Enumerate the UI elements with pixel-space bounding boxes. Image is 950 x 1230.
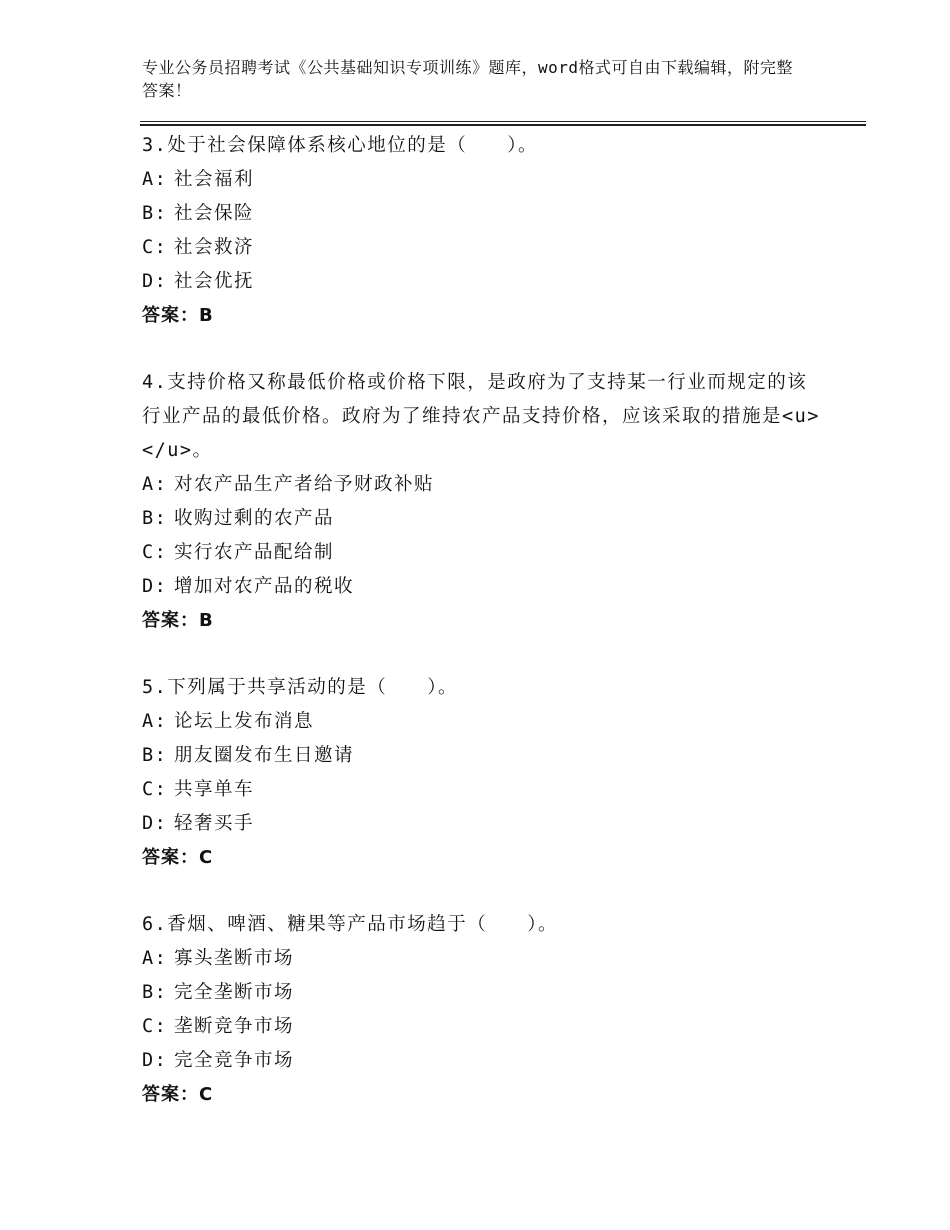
option-letter: D: [142, 576, 168, 597]
option-d [142, 265, 822, 299]
option-c [142, 231, 822, 265]
option-text: 共享单车 [174, 779, 255, 800]
option-b [142, 502, 822, 536]
answer: 答案：C [142, 847, 214, 868]
question-text: 6.香烟、啤酒、糖果等产品市场趋于（ ）。 [142, 914, 559, 935]
option-letter: B: [142, 508, 168, 529]
option-letter: C: [142, 237, 168, 258]
option-letter: B: [142, 745, 168, 766]
option-a [142, 163, 822, 197]
option-a [142, 705, 822, 739]
option-letter: A: [142, 948, 168, 969]
option-letter: B: [142, 203, 168, 224]
option-c [142, 1010, 822, 1044]
option-b [142, 739, 822, 773]
option-letter: A: [142, 169, 168, 190]
option-b [142, 976, 822, 1010]
option-text: 完全垄断市场 [174, 982, 295, 1003]
option-text: 社会优抚 [174, 271, 255, 292]
option-letter: C: [142, 779, 168, 800]
question-text: 4.支持价格又称最低价格或价格下限，是政府为了支持某一行业而规定的该行业产品的最低价格。政府为了维持农产品支持价格，应该采取的措施是<u> </u>。 [142, 372, 880, 461]
option-d [142, 807, 822, 841]
answer: 答案：B [142, 305, 214, 326]
option-text: 增加对农产品的税收 [174, 576, 355, 597]
option-text: 轻奢买手 [174, 813, 255, 834]
option-c [142, 536, 822, 570]
option-letter: A: [142, 474, 168, 495]
option-a [142, 468, 822, 502]
option-text: 收购过剩的农产品 [174, 508, 335, 529]
header-divider [140, 121, 866, 122]
option-text: 实行农产品配给制 [174, 542, 335, 563]
question-6 [142, 908, 822, 1112]
question-text: 3.处于社会保障体系核心地位的是（ ）。 [142, 135, 539, 156]
option-letter: D: [142, 813, 168, 834]
question-4 [142, 366, 880, 638]
question-3 [142, 129, 822, 333]
option-letter: C: [142, 1016, 168, 1037]
option-text: 朋友圈发布生日邀请 [174, 745, 355, 766]
option-b [142, 197, 822, 231]
option-text: 论坛上发布消息 [174, 711, 315, 732]
option-text: 社会救济 [174, 237, 255, 258]
option-text: 社会福利 [174, 169, 255, 190]
option-letter: A: [142, 711, 168, 732]
question-5 [142, 671, 822, 875]
question-list [142, 129, 880, 1145]
option-d [142, 570, 822, 604]
answer: 答案：C [142, 1084, 214, 1105]
option-letter: C: [142, 542, 168, 563]
option-text: 完全竞争市场 [174, 1050, 295, 1071]
option-d [142, 1044, 822, 1078]
option-letter: D: [142, 271, 168, 292]
option-text: 社会保险 [174, 203, 255, 224]
option-text: 寡头垄断市场 [174, 948, 295, 969]
option-text: 对农产品生产者给予财政补贴 [174, 474, 435, 495]
question-text: 5.下列属于共享活动的是（ ）。 [142, 677, 459, 698]
option-a [142, 942, 822, 976]
header-divider-thick [140, 124, 866, 126]
document-header: 专业公务员招聘考试《公共基础知识专项训练》题库，word格式可自由下载编辑，附完整答案！ [142, 58, 794, 100]
option-letter: B: [142, 982, 168, 1003]
option-letter: D: [142, 1050, 168, 1071]
answer: 答案：B [142, 610, 214, 631]
option-text: 垄断竞争市场 [174, 1016, 295, 1037]
option-c [142, 773, 822, 807]
